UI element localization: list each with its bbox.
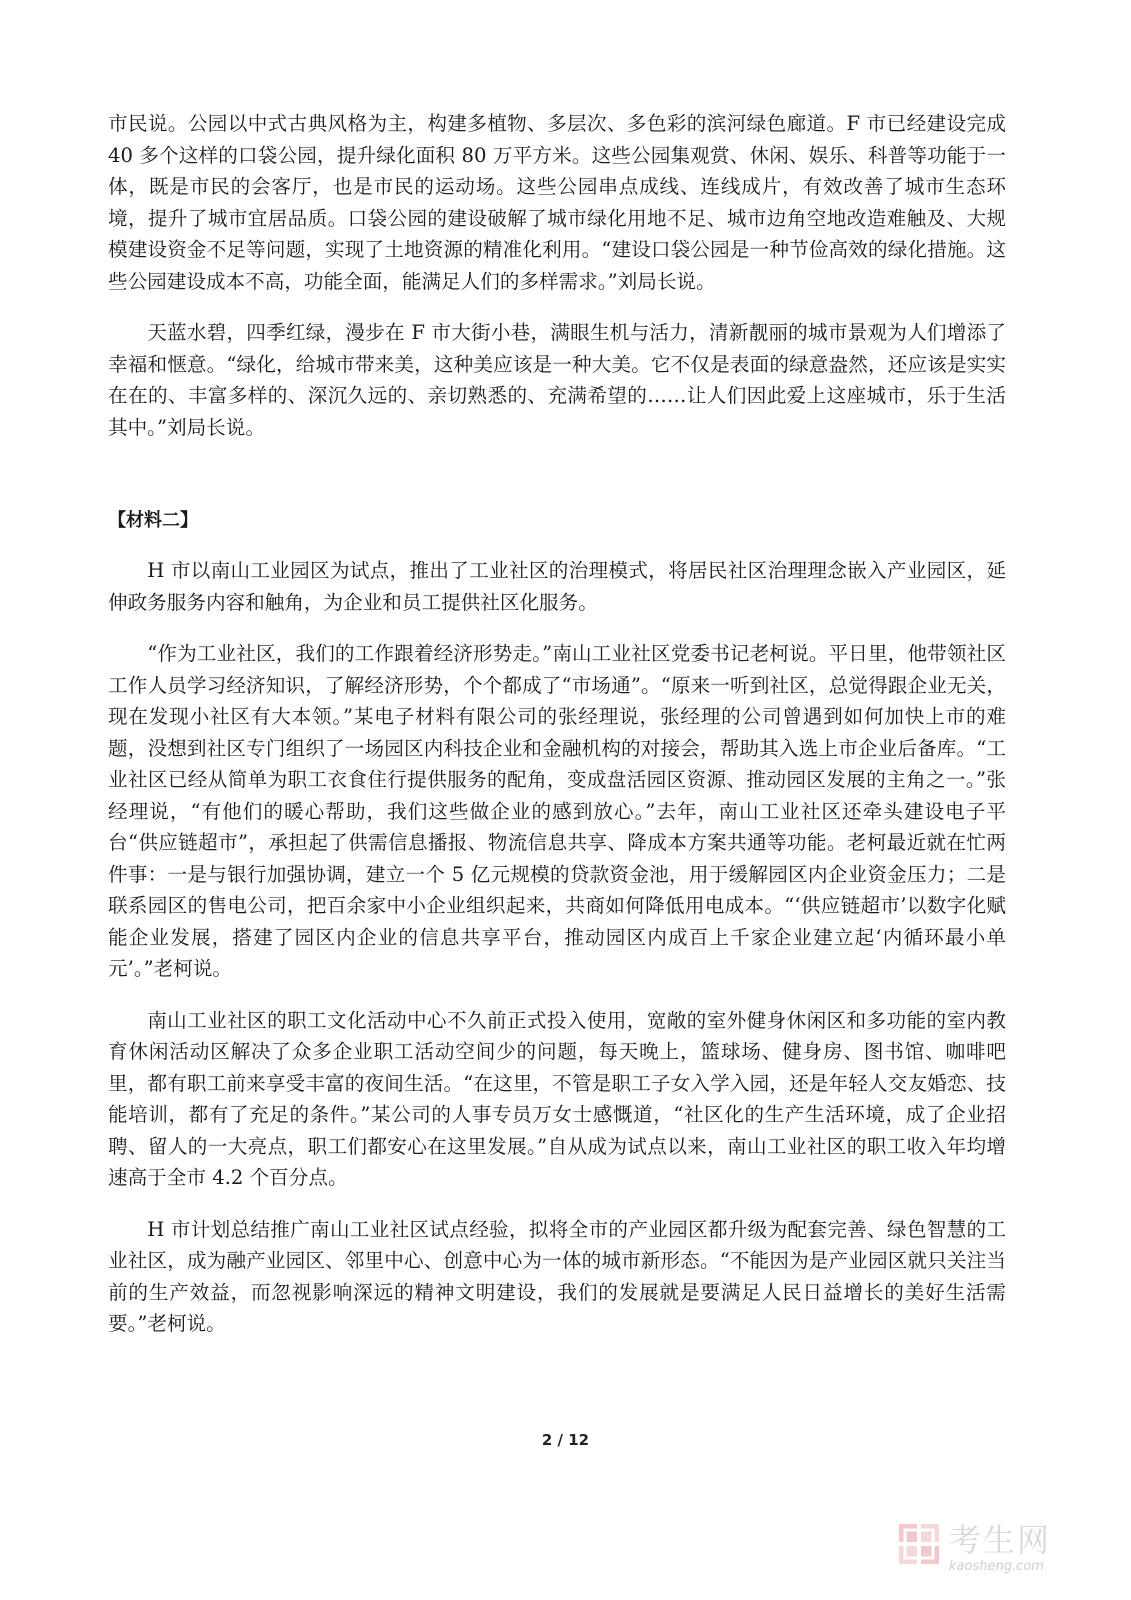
document-page xyxy=(108,108,1006,1360)
paragraph-top-1: 市民说。公园以中式古典风格为主，构建多植物、多层次、多色彩的滨河绿色廊道。F 市已经建设完成 40 多个这样的口袋公园，提升绿化面积 80 万平方米。这些公园集观赏、休闲、娱乐、科普等功能于一体，既是市民的会客厅，也是市民的运动场。这些公园串点成线、连线成片，有效改善了城市生态环境，提升了城市宜居品质。口袋公园的建设破解了城市绿化用地不足、城市边角空地改造难触及、大规模建设资金不足等问题，实现了土地资源的精准化利用。“建设口袋公园是一种节俭高效的绿化措施。这些公园建设成本不高，功能全面，能满足人们的多样需求。”刘局长说。 xyxy=(108,112,1006,293)
material-2-paragraph-2: “作为工业社区，我们的工作跟着经济形势走。”南山工业社区党委书记老柯说。平日里，他带领社区工作人员学习经济知识，了解经济形势，个个都成了“市场通”。“原来一听到社区，总觉得跟企业无关，现在发现小社区有大本领。”某电子材料有限公司的张经理说，张经理的公司曾遇到如何加快上市的难题，没想到社区专门组织了一场园区内科技企业和金融机构的对接会，帮助其入选上市企业后备库。“工业社区已经从简单为职工衣食住行提供服务的配角，变成盘活园区资源、推动园区发展的主角之一。”张经理说，“有他们的暖心帮助，我们这些做企业的感到放心。”去年，南山工业社区还牵头建设电子平台“供应链超市”，承担起了供需信息播报、物流信息共享、降成本方案共通等功能。老柯最近就在忙两件事：一是与银行加强协调，建立一个 5 亿元规模的贷款资金池，用于缓解园区内企业资金压力；二是联系园区的售电公司，把百余家中小企业组织起来，共商如何降低用电成本。“‘供应链超市’以数字化赋能企业发展，搭建了园区内企业的信息共享平台，推动园区内成百上千家企业建立起‘内循环最小单元’。”老柯说。 xyxy=(108,642,1006,980)
section-spacer xyxy=(108,463,1006,507)
material-2-paragraph-3: 南山工业社区的职工文化活动中心不久前正式投入使用，宽敞的室外健身休闲区和多功能的室内教育休闲活动区解决了众多企业职工活动空间少的问题，每天晚上，篮球场、健身房、图书馆、咖啡吧里，都有职工前来享受丰富的夜间生活。“在这里，不管是职工子女入学入园，还是年轻人交友婚恋、技能培训，都有了充足的条件。”某公司的人事专员万女士感慨道，“社区化的生产生活环境，成了企业招聘、留人的一大亮点，职工们都安心在这里发展。”自从成为试点以来，南山工业社区的职工收入年均增速高于全市 4.2 个百分点。 xyxy=(108,1008,1006,1189)
material-2-paragraph-4: H 市计划总结推广南山工业社区试点经验，拟将全市的产业园区都升级为配套完善、绿色智慧的工业社区，成为融产业园区、邻里中心、创意中心为一体的城市新形态。“不能因为是产业园区就只关注当前的生产效益，而忽视影响深远的精神文明建设，我们的发展就是要满足人民日益增长的美好生活需要。”老柯说。 xyxy=(108,1217,1006,1335)
section-heading-material-2: 【材料二】 xyxy=(108,510,198,531)
watermark-text: 考生网 xyxy=(949,1521,1052,1559)
kaosheng-logo-icon xyxy=(897,1522,941,1566)
material-2-paragraph-1: H 市以南山工业园区为试点，推出了工业社区的治理模式，将居民社区治理理念嵌入产业园区，延伸政务服务内容和触角，为企业和员工提供社区化服务。 xyxy=(108,559,1006,614)
paragraph-top-2: 天蓝水碧，四季红绿，漫步在 F 市大街小巷，满眼生机与活力，清新靓丽的城市景观为人们增添了幸福和惬意。“绿化，给城市带来美，这种美应该是一种大美。它不仅是表面的绿意盎然，还应该是实实在在的、丰富多样的、深沉久远的、亲切熟悉的、充满希望的……让人们因此爱上这座城市，乐于生活其中。”刘局长说。 xyxy=(108,321,1006,439)
page-number: 2 / 12 xyxy=(541,1431,590,1449)
watermark-url: kaosheng.com xyxy=(949,1559,1044,1574)
heading-spacer xyxy=(108,535,1006,555)
watermark xyxy=(897,1522,1087,1578)
